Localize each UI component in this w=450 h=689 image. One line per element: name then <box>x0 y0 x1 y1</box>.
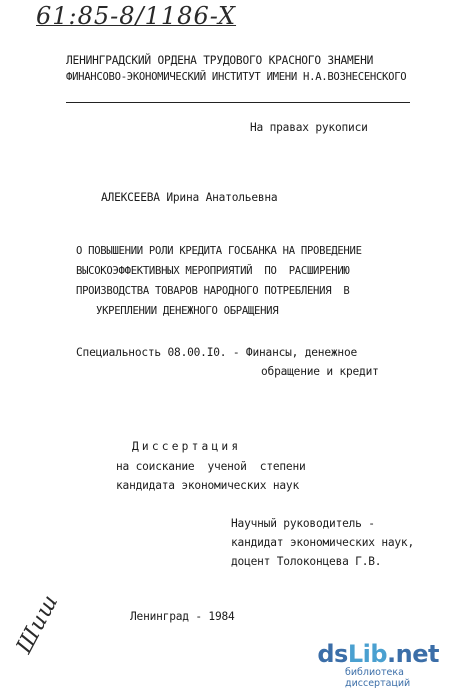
title-line-4: УКРЕПЛЕНИИ ДЕНЕЖНОГО ОБРАЩЕНИЯ <box>96 305 279 317</box>
watermark-logo-ds: ds <box>317 640 348 668</box>
supervisor-line-3: доцент Толоконцева Г.В. <box>231 555 382 568</box>
watermark-logo-net: .net <box>387 640 439 668</box>
watermark-subtitle: библиотека диссертаций <box>345 667 411 689</box>
institution-line-2: ФИНАНСОВО-ЭКОНОМИЧЕСКИЙ ИНСТИТУТ ИМЕНИ Н.А.ВОЗНЕСЕНСКОГО <box>66 71 407 83</box>
title-line-2: ВЫСОКОЭФФЕКТИВНЫХ МЕРОПРИЯТИЙ ПО РАСШИРЕНИЮ <box>76 265 350 277</box>
specialty-line-1: Специальность 08.00.I0. - Финансы, денежное <box>76 346 358 359</box>
supervisor-line-2: кандидат экономических наук, <box>231 536 414 549</box>
institution-line-1: ЛЕНИНГРАДСКИЙ ОРДЕНА ТРУДОВОГО КРАСНОГО ЗНАМЕНИ <box>66 54 374 67</box>
header-divider <box>66 102 410 103</box>
supervisor-line-1: Научный руководитель - <box>231 517 375 530</box>
dissertation-line-1: на соискание ученой степени <box>116 460 306 473</box>
dissertation-heading: Диссертация <box>132 440 242 453</box>
author-name: АЛЕКСЕЕВА Ирина Анатольевна <box>101 191 278 204</box>
watermark <box>317 640 443 689</box>
handwritten-signature: Шиш <box>12 590 64 658</box>
watermark-logo-lib: Lib <box>347 640 388 668</box>
place-year: Ленинград - 1984 <box>130 610 235 623</box>
title-line-1: О ПОВЫШЕНИИ РОЛИ КРЕДИТА ГОСБАНКА НА ПРОВЕДЕНИЕ <box>76 245 362 257</box>
watermark-logo <box>317 640 439 668</box>
title-line-3: ПРОИЗВОДСТВА ТОВАРОВ НАРОДНОГО ПОТРЕБЛЕНИЯ В <box>76 285 350 297</box>
handwritten-code: 61:85-8/1186-X <box>36 2 237 30</box>
manuscript-note: На правах рукописи <box>250 121 368 134</box>
dissertation-line-2: кандидата экономических наук <box>116 479 299 492</box>
specialty-line-2: обращение и кредит <box>261 365 379 378</box>
